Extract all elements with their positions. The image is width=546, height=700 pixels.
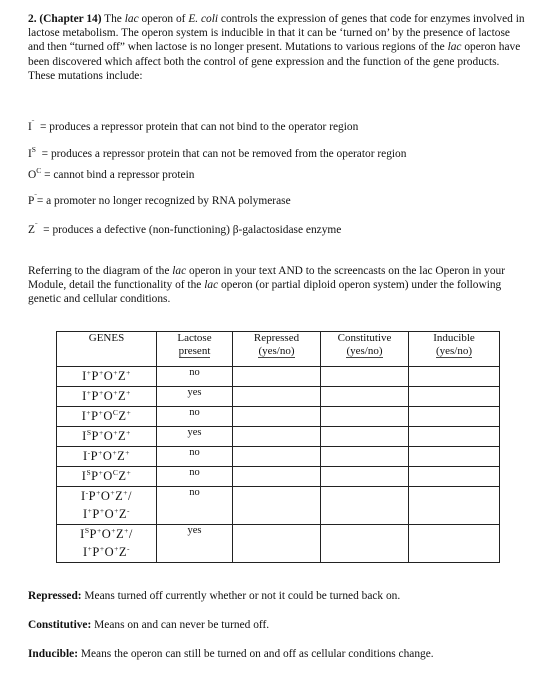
header-genes [57,332,157,367]
instructions-lac-2: lac [204,279,219,292]
lactose-cell: no [157,367,233,387]
constitutive-cell[interactable] [321,407,409,427]
repressed-cell[interactable] [233,427,321,447]
genotype-cell: I-P+O+Z+ [57,447,157,467]
inducible-cell[interactable] [409,427,500,447]
constitutive-cell[interactable] [321,427,409,447]
table-row [57,467,500,487]
table-row [57,427,500,447]
header-inducible-line2: (yes/no) [435,345,473,357]
header-inducible [409,332,500,367]
question-intro [28,12,528,83]
intro-text-2: operon of [138,13,189,25]
genotype-cell: I+P+O+Z+ [57,367,157,387]
repressed-cell[interactable] [233,407,321,427]
mutation-symbol: O [28,169,37,181]
header-constitutive [321,332,409,367]
intro-text-4: operon have been discovered which affect both the control of gene expression and the function of the gene products. These mutations include: [28,41,521,82]
intro-lac-2: lac [447,41,462,54]
mutation-z-minus [28,221,342,236]
genotype-cell: $I^SP^+O^CZ^+$ [57,467,157,487]
mutation-description: = cannot bind a repressor protein [44,169,195,181]
inducible-cell[interactable] [409,407,500,427]
mutation-symbol: Z [28,224,35,236]
constitutive-cell[interactable] [321,367,409,387]
definition-term: Constitutive: [28,619,92,631]
repressed-cell[interactable] [233,367,321,387]
constitutive-cell[interactable] [321,487,409,525]
lactose-cell: no [157,447,233,467]
repressed-cell[interactable] [233,525,321,563]
mutation-symbol: P [28,195,35,207]
mutation-p-minus [28,192,291,207]
instructions-paragraph [28,264,508,307]
repressed-cell[interactable] [233,487,321,525]
mutation-description: = produces a defective (non-functioning) β-galactosidase enzyme [43,224,342,236]
repressed-cell[interactable] [233,447,321,467]
repressed-cell[interactable] [233,467,321,487]
lactose-cell: no [157,487,233,525]
header-inducible-line1: Inducible [433,332,475,344]
inducible-cell[interactable] [409,367,500,387]
mutation-i-minus [28,118,359,133]
mutation-superscript: C [36,166,42,175]
definition-text: Means the operon can still be turned on and off as cellular conditions change. [78,648,434,660]
genotype-cell: $I^SP^+O^+Z^+/$ I+P+O+Z- [57,525,157,563]
operon-table [56,331,500,563]
header-genes-label: GENES [88,332,125,344]
lactose-cell: yes [157,387,233,407]
inducible-cell[interactable] [409,487,500,525]
table-row [57,367,500,387]
intro-lac: lac [124,13,139,25]
mutation-description: = produces a repressor protein that can not be removed from the operator region [41,148,407,160]
mutation-i-s [28,145,407,160]
inducible-cell[interactable] [409,525,500,563]
intro-ecoli: E. coli [188,13,219,25]
mutation-superscript: S [31,145,36,154]
table-row [57,487,500,525]
mutation-description: = a promoter no longer recognized by RNA polymerase [36,195,291,207]
constitutive-cell[interactable] [321,525,409,563]
repressed-cell[interactable] [233,387,321,407]
definition-text: Means turned off currently whether or not it could be turned back on. [81,590,401,602]
definition-term: Repressed: [28,590,82,602]
mutation-superscript: ˉ [34,221,38,230]
header-lactose-line1: Lactose [177,332,212,344]
table-row [57,387,500,407]
mutation-superscript: ˉ [34,192,37,201]
question-number: 2. (Chapter 14) [28,13,102,25]
header-repressed-line1: Repressed [253,332,300,344]
intro-text-3: controls the expression of genes that code for enzymes involved in lactose metabolism. The operon system is inducible in that it can be ‘turned on’ by the presence of lactose and then “turned off” when lactose is no longer present. Mutations to various regions of the [28,13,525,54]
genotype-cell: $I^+P^+O^CZ^+$ [57,407,157,427]
definition-text: Means on and can never be turned off. [91,619,270,631]
instructions-text-3: operon (or partial diploid operon system) under the following genetic and cellular conditions. [28,279,502,306]
definition-repressed [28,590,400,602]
header-repressed-line2: (yes/no) [258,345,295,357]
definition-term: Inducible: [28,648,79,660]
lactose-cell: yes [157,525,233,563]
inducible-cell[interactable] [409,387,500,407]
definition-inducible [28,648,434,660]
lactose-cell: no [157,407,233,427]
mutation-symbol: I [28,121,32,133]
lactose-cell: yes [157,427,233,447]
genotype-cell: I-P+O+Z+/ I+P+O+Z- [57,487,157,525]
genotype-cell: $I^SP^+O^+Z^+$ [57,427,157,447]
constitutive-cell[interactable] [321,387,409,407]
table-row [57,447,500,467]
instructions-text-2: operon in your text AND to the screencasts on the lac Operon in your Module, detail the functionality of the [28,265,506,292]
mutation-symbol: I [28,148,32,160]
header-constitutive-line2: (yes/no) [346,345,383,357]
constitutive-cell[interactable] [321,447,409,467]
instructions-lac: lac [172,265,187,277]
genotype-cell: I+P+O+Z+ [57,387,157,407]
constitutive-cell[interactable] [321,467,409,487]
inducible-cell[interactable] [409,447,500,467]
header-repressed [233,332,321,367]
instructions-text-1: Referring to the diagram of the [28,265,173,277]
table-header-row [57,332,500,367]
intro-text-1: The [101,13,125,25]
mutation-description: = produces a repressor protein that can not bind to the operator region [40,121,359,133]
definition-constitutive [28,619,269,631]
mutation-superscript: ˉ [31,118,35,127]
mutation-o-c [28,166,195,181]
table-row [57,407,500,427]
lactose-cell: no [157,467,233,487]
header-constitutive-line1: Constitutive [337,332,392,344]
header-lactose-line2: present [178,345,211,357]
inducible-cell[interactable] [409,467,500,487]
header-lactose [157,332,233,367]
table-row [57,525,500,563]
